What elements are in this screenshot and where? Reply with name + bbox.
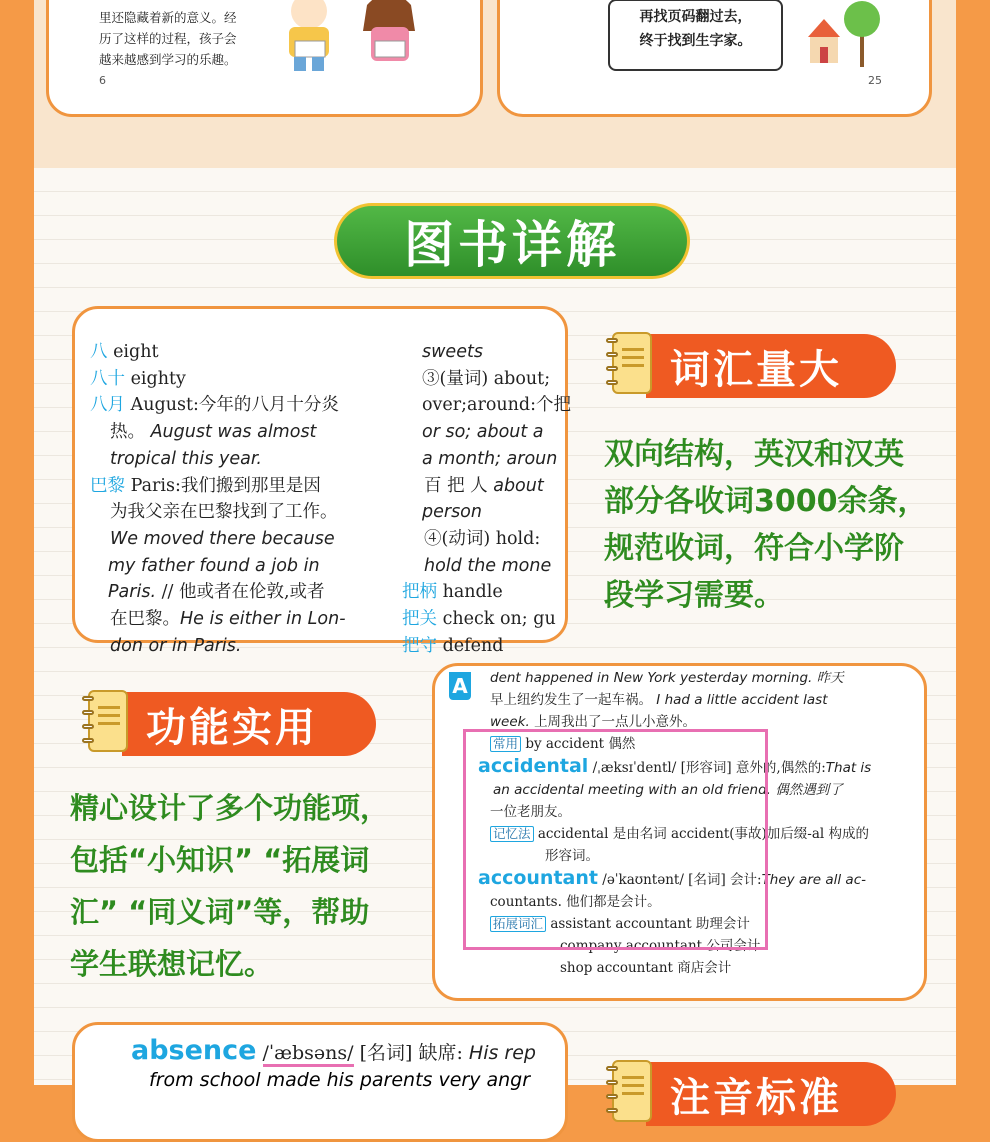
entry-line: 百 把 人 about bbox=[424, 475, 544, 496]
feature-description-vocabulary bbox=[604, 431, 928, 619]
feature-tag-vocabulary bbox=[604, 330, 896, 402]
dict-column-1 bbox=[90, 339, 386, 659]
page-number: 25 bbox=[868, 74, 882, 87]
entry-line: a month; aroun bbox=[422, 448, 558, 469]
entry-line: 一位老朋友。 bbox=[490, 804, 571, 820]
notebook-icon bbox=[604, 1058, 654, 1130]
entry-line: 八月 August:今年的八月十分炎 bbox=[90, 395, 339, 416]
entry-line: 八十 eighty bbox=[90, 368, 186, 389]
description-line: 段学习需要。 bbox=[604, 578, 784, 613]
entry-line: 热。 August was almost bbox=[110, 422, 317, 443]
entry-line: We moved there because bbox=[110, 528, 335, 549]
page-number: 6 bbox=[99, 74, 106, 87]
sample-line: 里还隐藏着新的意义。经 bbox=[99, 10, 237, 25]
sample-text-left bbox=[99, 7, 237, 70]
section-title: 图书详解 bbox=[337, 206, 687, 276]
sign-board bbox=[608, 0, 783, 71]
house-tree-illustration bbox=[800, 0, 890, 77]
description-line: 双向结构，英汉和汉英 bbox=[604, 437, 904, 472]
entry-line: 八 eight bbox=[90, 342, 159, 362]
entry-line: absence /ˈæbsəns/ [名词] 缺席: His rep bbox=[131, 1035, 536, 1066]
entry-line: tropical this year. bbox=[110, 448, 262, 469]
description-line: 包括“小知识” “拓展词 bbox=[70, 843, 370, 877]
entry-line: 为我父亲在巴黎找到了工作。 bbox=[110, 502, 338, 523]
feature-tag-function bbox=[80, 688, 376, 760]
feature-tag-label: 功能实用 bbox=[122, 692, 376, 756]
sample-page-card-right bbox=[497, 0, 932, 117]
sample-page-card-left bbox=[46, 0, 483, 117]
entry-line: my father found a job in bbox=[108, 555, 320, 576]
entry-line: 拓展词汇 assistant accountant 助理会计 bbox=[490, 913, 922, 935]
entry-line: 巴黎 Paris:我们搬到那里是因 bbox=[90, 475, 321, 496]
sign-line: 终于找到生字家。 bbox=[639, 33, 752, 49]
entry-line: dent happened in New York yesterday morning. 昨天 bbox=[490, 670, 844, 686]
entry-line: sweets bbox=[422, 342, 483, 362]
sign-line: 再找页码翻过去， bbox=[639, 9, 752, 25]
dictionary-sample-card-1 bbox=[72, 306, 572, 656]
entry-line: week. 上周我出了一点儿小意外。 bbox=[490, 714, 697, 730]
entry-line: countants. 他们都是会计。 bbox=[490, 894, 661, 910]
entry-line: 把柄 handle bbox=[402, 582, 503, 603]
entry-line: accountant /əˈkaʊntənt/ [名词] 会计:They are all ac- bbox=[478, 867, 867, 889]
entry-line: 在巴黎。He is either in Lon- bbox=[110, 609, 346, 630]
tag-extension: 拓展词汇 bbox=[490, 916, 546, 932]
entry-line: 记忆法 accidental 是由名词 accident(事故)加后缀-al 构成的 bbox=[490, 823, 922, 845]
highlight-box bbox=[463, 729, 768, 950]
entry-line: Paris. // 他或者在伦敦,或者 bbox=[108, 582, 325, 603]
dictionary-sample-card-3 bbox=[72, 1022, 568, 1142]
entry-line: over;around:个把 bbox=[422, 395, 572, 416]
description-line: 汇” “同义词”等，帮助 bbox=[70, 895, 370, 929]
entry-line: an accidental meeting with an old friend. 偶然遇到了 bbox=[493, 782, 843, 798]
entry-line: person bbox=[422, 502, 482, 523]
notebook-icon bbox=[604, 330, 654, 402]
feature-description-function bbox=[70, 782, 389, 990]
sample-line: 历了这样的过程，孩子会 bbox=[99, 31, 237, 46]
kids-reading-illustration bbox=[259, 1, 449, 73]
entry-line: 把关 check on; gu bbox=[402, 609, 556, 630]
tag-common: 常用 bbox=[490, 736, 521, 752]
entry-line: don or in Paris. bbox=[110, 635, 242, 656]
entry-line: ④(动词) hold: bbox=[424, 528, 541, 549]
description-line: 精心设计了多个功能项， bbox=[70, 791, 390, 825]
feature-tag-label: 词汇量大 bbox=[646, 334, 896, 398]
entry-line: company accountant 公司会计 bbox=[560, 938, 761, 954]
tag-memory: 记忆法 bbox=[490, 826, 534, 842]
description-line: 部分各收词3000余条， bbox=[604, 484, 928, 519]
description-line: 规范收词，符合小学阶 bbox=[604, 531, 904, 566]
entry-line: accidental /ˌæksɪˈdentl/ [形容词] 意外的,偶然的:That is bbox=[478, 755, 872, 777]
entry-line: ③(量词) about; bbox=[422, 368, 551, 389]
description-line: 学生联想记忆。 bbox=[70, 947, 274, 981]
sample-line: 越来越感到学习的乐趣。 bbox=[99, 52, 237, 67]
dict-column-2 bbox=[402, 339, 602, 659]
entry-line: 把守 defend bbox=[402, 635, 504, 656]
entry-line: 早上纽约发生了一起车祸。 I had a little accident last bbox=[490, 692, 828, 708]
feature-tag-label: 注音标准 bbox=[646, 1062, 896, 1126]
entry-line: hold the mone bbox=[424, 555, 552, 576]
entry-line: 常用 by accident 偶然 bbox=[490, 733, 922, 755]
letter-tab-a: A bbox=[449, 672, 471, 700]
entry-line: or so; about a bbox=[422, 422, 544, 443]
section-title-pill bbox=[334, 203, 690, 279]
notebook-icon bbox=[80, 688, 130, 760]
dictionary-sample-card-2 bbox=[432, 663, 927, 1001]
feature-tag-pronunciation bbox=[604, 1058, 896, 1130]
entry-line: shop accountant 商店会计 bbox=[560, 960, 732, 976]
entry-line: 形容词。 bbox=[545, 848, 599, 864]
entry-line: from school made his parents very angr bbox=[149, 1069, 531, 1091]
